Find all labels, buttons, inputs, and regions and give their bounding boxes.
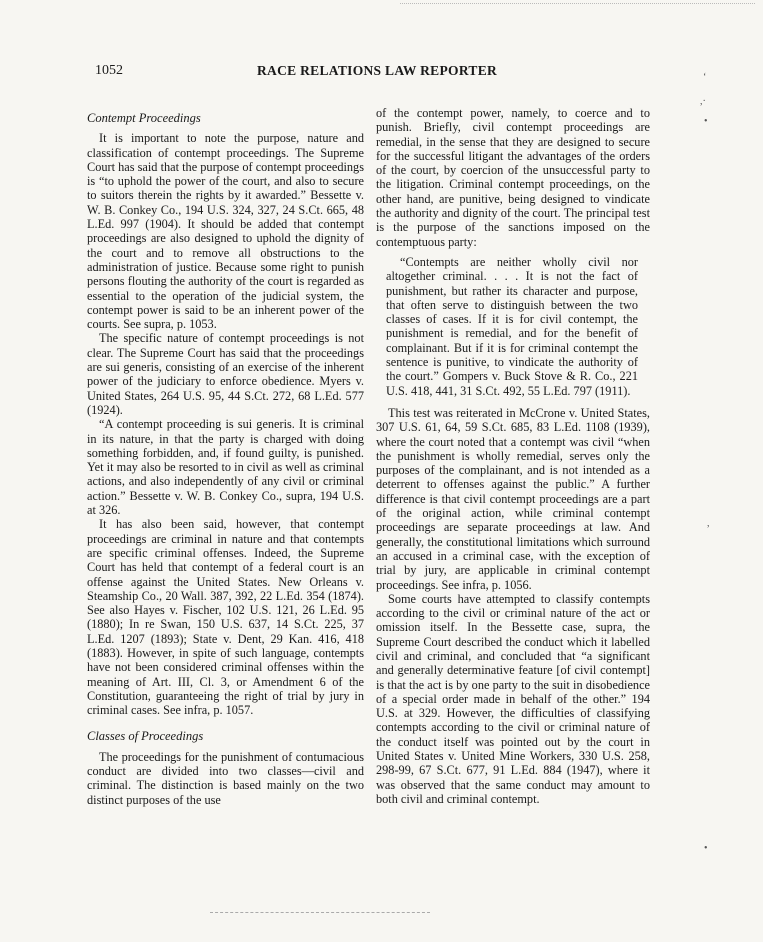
margin-mark: •	[704, 843, 708, 854]
scan-artifact-bottom-line	[210, 912, 430, 913]
margin-mark: ,	[707, 518, 710, 529]
paragraph: This test was reiterated in McCrone v. United States, 307 U.S. 61, 64, 59 S.Ct. 685, 83 L.Ed. 1108 (1939), where the court noted that a contempt was civil “when the punishment is wholly remedial, serves only the purposes of the complainant, and is not intended as a deterrent to offenses against the public.” A further difference is that civil contempt proceedings are a part of the original action, while criminal contempt proceedings are separate proceedings at law. And generally, the constitutional limitations which surround an accused in a criminal case, with the exception of trial by jury, are applicable in criminal contempt proceedings. See infra, p. 1056.	[376, 405, 650, 592]
page-number: 1052	[95, 63, 123, 78]
section-heading: Contempt Proceedings	[87, 111, 201, 125]
running-head: RACE RELATIONS LAW REPORTER	[257, 63, 498, 78]
right-column	[376, 106, 650, 806]
paragraph: The proceedings for the punishment of contumacious conduct are divided into two classes—civil and criminal. The distinction is based mainly on the two distinct purposes of the use	[87, 749, 364, 807]
paragraph: It is important to note the purpose, nature and classification of contempt proceedings. The Supreme Court has said that the purpose of contempt proceedings is “to uphold the power of the court, and also to secure to suitors therein the rights by it awarded.” Bessette v. W. B. Conkey Co., 194 U.S. 324, 327, 24 S.Ct. 665, 48 L.Ed. 997 (1904). It should be added that contempt proceedings are also designed to uphold the dignity of the court and to remove all obstructions to the administration of justice. Because some right to punish persons flouting the authority of the court is regarded as essential to the operation of the judicial system, the contempt power is said to be an inherent power of the courts. See supra, p. 1053.	[87, 131, 364, 332]
paragraph: of the contempt power, namely, to coerce and to punish. Briefly, civil contempt proceedings are remedial, in the sense that they are designed to secure for the successful litigant the advantages of the orders of the court, by coercion of the unsuccessful party to the litigation. Criminal contempt proceedings, on the other hand, are punitive, being designed to vindicate the authority and dignity of the court. The principal test is the purpose of the sanctions imposed on the contemptuous party:	[376, 106, 650, 249]
margin-mark: •	[704, 116, 708, 127]
block-quote: “Contempts are neither wholly civil nor altogether criminal. . . . It is not the fact of punishment, but rather its character and purpose, that often serve to distinguish between the two classes of cases. If it is for civil contempt, the punishment is remedial, and for the benefit of complainant. But if it is for criminal contempt the sentence is punitive, to vindicate the authority of the court.” Gompers v. Buck Stove & R. Co., 221 U.S. 418, 441, 31 S.Ct. 492, 55 L.Ed. 797 (1911).	[386, 254, 638, 398]
section-heading: Classes of Proceedings	[87, 729, 204, 744]
left-column	[87, 111, 364, 807]
scan-artifact-dotted-line	[400, 3, 755, 4]
page-header	[95, 63, 705, 83]
margin-mark: ,·	[700, 96, 706, 107]
paragraph: Some courts have attempted to classify contempts according to the civil or criminal nature of the act or omission itself. In the Bessette case, supra, the Supreme Court described the conduct which it labelled civil and criminal, and concluded that “a significant and generally determinative feature [of civil contempt] is that the act is by one party to the suit in disobedience of a special order made in behalf of the other.” 194 U.S. at 329. However, the difficulties of classifying contempts according to the civil or criminal nature of the conduct itself was pointed out by the court in United States v. United Mine Workers, 330 U.S. 258, 298-99, 67 S.Ct. 677, 91 L.Ed. 884 (1947), where it was observed that the same conduct may amount to both civil and criminal contempt.	[376, 591, 650, 806]
margin-mark: ‘	[703, 72, 707, 83]
paragraph: The specific nature of contempt proceedings is not clear. The Supreme Court has said that the proceedings are sui generis, consisting of an exercise of the inherent power of the judiciary to enforce obedience. Myers v. United States, 264 U.S. 95, 44 S.Ct. 272, 68 L.Ed. 577 (1924).	[87, 331, 364, 417]
block-quote: “A contempt proceeding is sui generis. It is criminal in its nature, in that the party is charged with doing something forbidden, and, if found guilty, is punished. Yet it may also be resorted to in civil as well as criminal actions, and also independently of any civil or criminal action.” Bessette v. W. B. Conkey Co., supra, 194 U.S. at 326.	[87, 417, 364, 518]
paragraph: It has also been said, however, that contempt proceedings are criminal in nature and that contempts are specific criminal offenses. Indeed, the Supreme Court has held that contempt of a federal court is an offense against the United States. New Orleans v. Steamship Co., 20 Wall. 387, 392, 22 L.Ed. 354 (1874). See also Hayes v. Fischer, 102 U.S. 121, 26 L.Ed. 95 (1880); In re Swan, 150 U.S. 637, 14 S.Ct. 225, 37 L.Ed. 1207 (1893); State v. Dent, 29 Kan. 416, 418 (1883). However, in spite of such language, contempts have not been considered criminal offenses within the meaning of Art. III, Cl. 3, or Amendment 6 of the Constitution, guaranteeing the right of trial by jury in criminal cases. See infra, p. 1057.	[87, 517, 364, 718]
